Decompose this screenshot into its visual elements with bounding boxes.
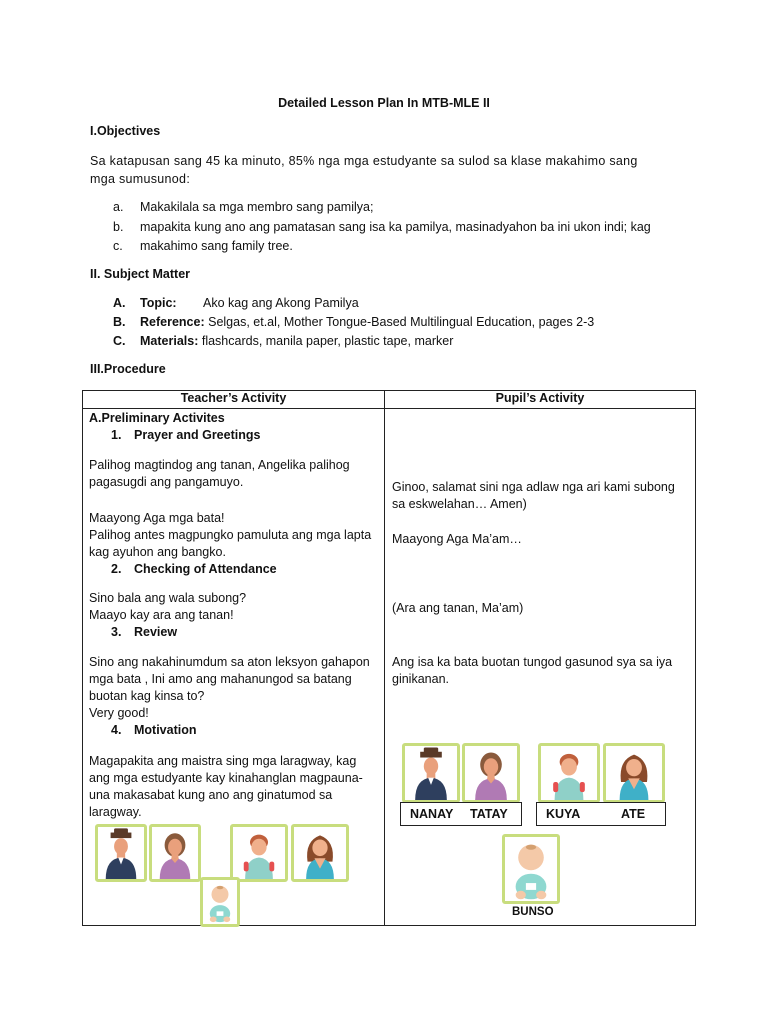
- teacher-text: laragway.: [89, 805, 142, 819]
- objectives-intro-line1: Sa katapusan sang 45 ka minuto, 85% nga mga estudyante sa sulod sa klase makahimo sang: [90, 154, 638, 168]
- boy-icon: [541, 746, 597, 800]
- teacher-text: Maayong Aga mga bata!: [89, 511, 225, 525]
- girl-icon: [294, 827, 346, 879]
- mother-picture: [149, 824, 201, 882]
- mother-picture: [462, 743, 520, 803]
- subject-materials: C. Materials: flashcards, manila paper, plastic tape, marker: [113, 334, 454, 348]
- step-prayer: 1. Prayer and Greetings: [111, 428, 261, 442]
- father-icon: [98, 827, 144, 879]
- step-motivation: 4. Motivation: [111, 723, 197, 737]
- objective-item-c: c. makahimo sang family tree.: [113, 239, 293, 253]
- mother-icon: [152, 827, 198, 879]
- step-attendance: 2. Checking of Attendance: [111, 562, 277, 576]
- teacher-text: Palihog antes magpungko pamuluta ang mga lapta: [89, 528, 372, 542]
- teacher-text: pagasugdi ang pangamuyo.: [89, 475, 244, 489]
- teacher-text: Very good!: [89, 706, 149, 720]
- pupil-text: Ginoo, salamat sini nga adlaw nga ari kami subong: [392, 480, 675, 494]
- bunso-label: BUNSO: [512, 906, 554, 918]
- girl-icon: [606, 746, 662, 800]
- father-icon: [405, 746, 457, 800]
- pupil-text: Ang isa ka bata buotan tungod gasunod sya sa iya: [392, 655, 673, 669]
- procedure-heading: III.Procedure: [90, 362, 166, 376]
- pupil-text: sa eskwelahan… Amen): [392, 497, 527, 511]
- nanay-label: NANAY: [410, 807, 454, 821]
- objective-item-b: b. mapakita kung ano ang pamatasan sang isa ka pamilya, masinadyahon ba ini ukon indi; kag: [113, 220, 651, 234]
- teacher-text: una makasabat kung ano ang ginatumod sa: [89, 788, 333, 802]
- brother-picture: [230, 824, 288, 882]
- page-title: Detailed Lesson Plan In MTB-MLE II: [278, 96, 490, 110]
- teacher-text: ang mga estudyante kay kinahanglan magpauna-: [89, 771, 363, 785]
- ate-label: ATE: [621, 807, 646, 821]
- tatay-label: TATAY: [470, 807, 508, 821]
- baby-picture: [502, 834, 560, 904]
- baby-picture: [200, 877, 240, 927]
- procedure-table: [82, 390, 696, 926]
- step-review: 3. Review: [111, 625, 178, 639]
- sister-picture: [603, 743, 665, 803]
- teacher-text: Sino bala ang wala subong?: [89, 591, 247, 605]
- teacher-text: Sino ang nakahinumdum sa aton leksyon gahapon: [89, 655, 370, 669]
- teacher-text: buotan kag kinsa to?: [89, 689, 205, 703]
- subject-matter-heading: II. Subject Matter: [90, 267, 191, 281]
- teacher-text: Maayo kay ara ang tanan!: [89, 608, 234, 622]
- teacher-activity-cell: [83, 409, 385, 926]
- parents-label-box: [400, 802, 522, 826]
- mother-icon: [465, 746, 517, 800]
- sister-picture: [291, 824, 349, 882]
- pupil-text: (Ara ang tanan, Ma’am): [392, 601, 524, 615]
- teacher-activity-header: Teacher’s Activity: [83, 391, 385, 409]
- boy-icon: [233, 827, 285, 879]
- baby-icon: [203, 880, 237, 924]
- teacher-text: Magapakita ang maistra sing mga laragway, kag: [89, 754, 357, 768]
- objectives-intro-line2: mga sumusunod:: [90, 172, 191, 186]
- pupil-text: ginikanan.: [392, 672, 449, 686]
- siblings-label-box: [536, 802, 666, 826]
- teacher-text: mga bata , Ini amo ang mahanungod sa batang: [89, 672, 352, 686]
- teacher-text: Palihog magtindog ang tanan, Angelika palihog: [89, 458, 350, 472]
- kuya-label: KUYA: [546, 807, 581, 821]
- brother-picture: [538, 743, 600, 803]
- father-picture: [95, 824, 147, 882]
- subject-reference: B. Reference: Selgas, et.al, Mother Tongue-Based Multilingual Education, pages 2-3: [113, 315, 595, 329]
- pupil-activity-cell: [385, 409, 696, 926]
- teacher-text: kag ayuhon ang bangko.: [89, 545, 226, 559]
- subject-topic: A. Topic: Ako kag ang Akong Pamilya: [113, 296, 359, 310]
- preliminary-activities: A.Preliminary Activites: [89, 411, 225, 425]
- father-picture: [402, 743, 460, 803]
- pupil-text: Maayong Aga Ma’am…: [392, 532, 522, 546]
- pupil-activity-header: Pupil’s Activity: [385, 391, 696, 409]
- objectives-heading: I.Objectives: [90, 124, 161, 138]
- baby-icon: [505, 837, 557, 901]
- objective-item-a: a. Makakilala sa mga membro sang pamilya;: [113, 200, 374, 214]
